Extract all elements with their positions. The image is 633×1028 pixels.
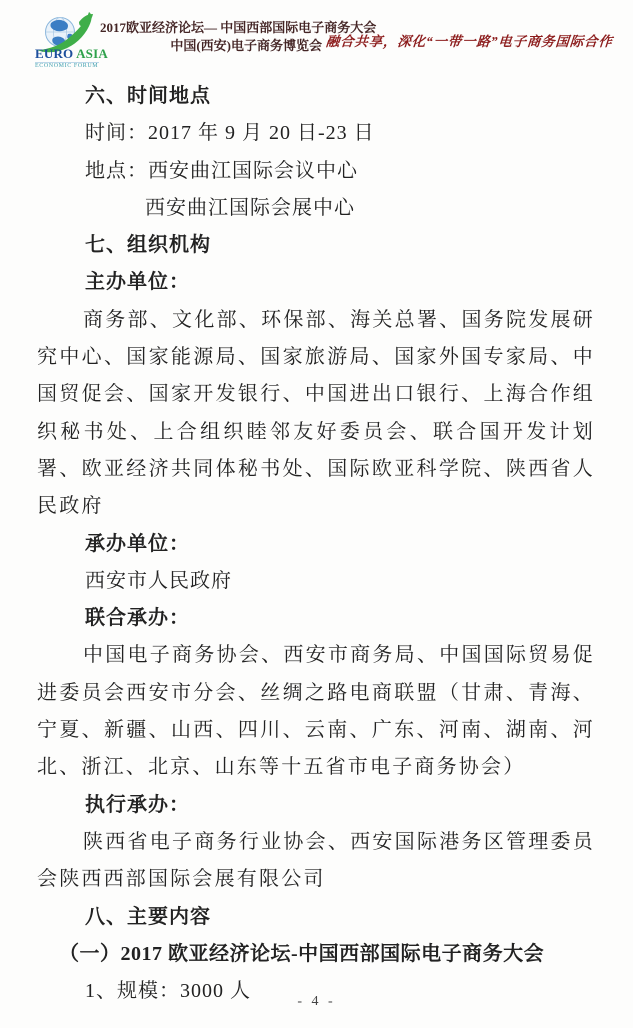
- euro-asia-logo: [35, 12, 109, 70]
- heading-organization: 七、组织机构: [85, 234, 211, 257]
- line-location-2: 西安曲江国际会展中心: [145, 196, 355, 219]
- paragraph-co-organizers: 中国电子商务协会、西安市商务局、中国国际贸易促进委员会西安市分会、丝绸之路电商联盟（甘肃、青海、宁夏、新疆、山西、四川、云南、广东、河南、湖南、河北、浙江、北京、山东等十五省市电子商务协会）: [37, 644, 595, 779]
- line-organizer: 西安市人民政府: [85, 569, 232, 592]
- page-number: - 4 -: [297, 994, 336, 1009]
- heading-hosts: 主办单位：: [85, 271, 190, 294]
- heading-organizer: 承办单位：: [85, 532, 190, 555]
- logo-wordmark: [35, 46, 109, 62]
- page-footer: [0, 994, 633, 1010]
- conference-title: [100, 19, 377, 54]
- letterhead: [0, 0, 633, 78]
- logo-subtext: ECONOMIC FORUM: [35, 63, 99, 69]
- paragraph-executive-organizers: 陕西省电子商务行业协会、西安国际港务区管理委员会陕西西部国际会展有限公司: [37, 830, 595, 891]
- heading-main-content: 八、主要内容: [85, 905, 211, 928]
- logo-word-asia: ASIA: [76, 46, 108, 61]
- logo-word-euro: EURO: [35, 46, 74, 61]
- paragraph-hosts: 商务部、文化部、环保部、海关总署、国务院发展研究中心、国家能源局、国家旅游局、国家外国专家局、中国贸促会、国家开发银行、中国进出口银行、上海合作组织秘书处、上合组织睦邻友好委员会、联合国开发计划署、欧亚经济共同体秘书处、国际欧亚科学院、陕西省人民政府: [37, 308, 595, 518]
- line-time: 时间：2017 年 9 月 20 日-23 日: [85, 122, 375, 145]
- document-body: [37, 78, 595, 1010]
- title-line-1: 2017欧亚经济论坛— 中国西部国际电子商务大会: [100, 20, 377, 35]
- line-scale: 1、规模：3000 人: [85, 980, 251, 1003]
- title-line-2: 中国(西安)电子商务博览会: [170, 37, 322, 53]
- line-location-1: 地点：西安曲江国际会议中心: [85, 159, 358, 182]
- heading-subsection-forum: （一）2017 欧亚经济论坛-中国西部国际电子商务大会: [59, 942, 545, 965]
- heading-executive-organizers: 执行承办：: [85, 793, 190, 816]
- heading-time-location: 六、时间地点: [85, 85, 211, 107]
- slogan-text: 融合共享，深化“一带一路”电子商务国际合作: [325, 34, 614, 49]
- heading-co-organizers: 联合承办：: [85, 607, 190, 630]
